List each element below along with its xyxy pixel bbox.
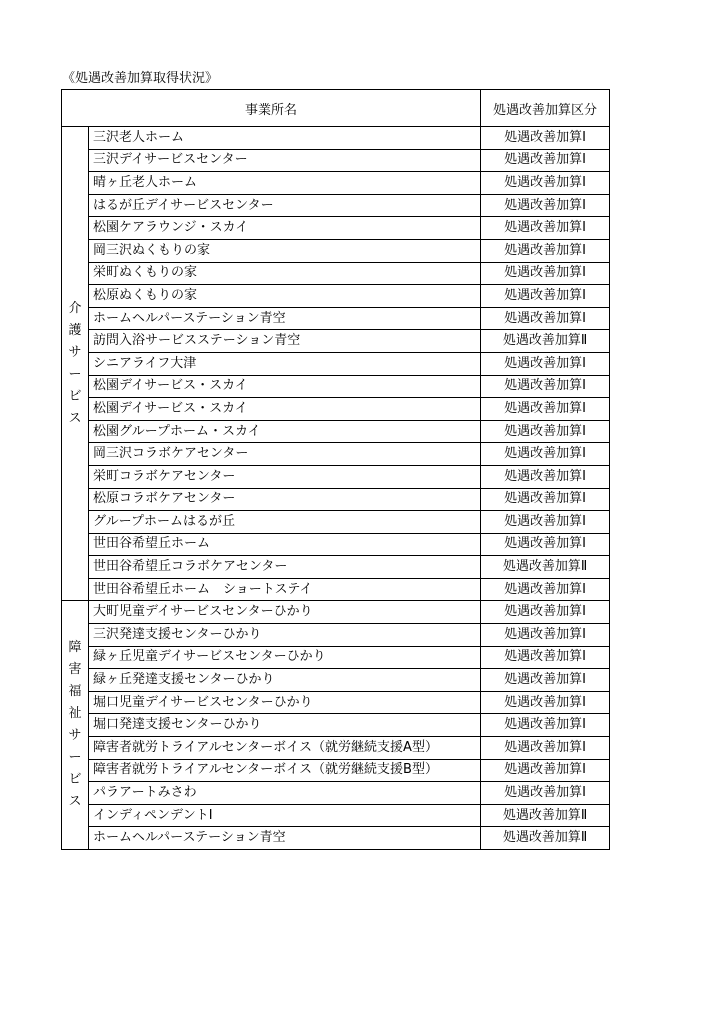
table-row: [62, 127, 610, 150]
improvement-tier-cell: 処遇改善加算Ⅰ: [481, 127, 610, 150]
table-row: [62, 533, 610, 556]
table-row: [62, 714, 610, 737]
table-row: [62, 669, 610, 692]
facility-name-cell: 岡三沢ぬくもりの家: [89, 239, 481, 262]
facility-name-cell: 世田谷希望丘ホーム ショートステイ: [89, 578, 481, 601]
facility-name-cell: 松園グループホーム・スカイ: [89, 420, 481, 443]
improvement-tier-cell: 処遇改善加算Ⅰ: [481, 217, 610, 240]
improvement-tier-cell: 処遇改善加算Ⅰ: [481, 737, 610, 760]
table-row: [62, 307, 610, 330]
facility-name-cell: 障害者就労トライアルセンターボイス（就労継続支援B型）: [89, 759, 481, 782]
improvement-tier-cell: 処遇改善加算Ⅱ: [481, 804, 610, 827]
table-row: [62, 465, 610, 488]
service-category-cell: [62, 601, 89, 850]
improvement-status-table: [61, 89, 610, 850]
service-category-label: 障 害 福 祉 サ ー ビ ス: [68, 640, 82, 810]
facility-name-cell: 栄町コラボケアセンター: [89, 465, 481, 488]
table-header-row: [62, 90, 610, 127]
improvement-tier-cell: 処遇改善加算Ⅰ: [481, 239, 610, 262]
facility-name-cell: 晴ヶ丘老人ホーム: [89, 172, 481, 195]
improvement-tier-cell: 処遇改善加算Ⅰ: [481, 443, 610, 466]
table-row: [62, 285, 610, 308]
table-row: [62, 194, 610, 217]
facility-name-cell: パラアートみさわ: [89, 782, 481, 805]
improvement-tier-cell: 処遇改善加算Ⅰ: [481, 511, 610, 534]
table-row: [62, 601, 610, 624]
facility-name-cell: 栄町ぬくもりの家: [89, 262, 481, 285]
improvement-tier-cell: 処遇改善加算Ⅰ: [481, 578, 610, 601]
improvement-tier-cell: 処遇改善加算Ⅰ: [481, 759, 610, 782]
improvement-tier-cell: 処遇改善加算Ⅰ: [481, 714, 610, 737]
table-row: [62, 239, 610, 262]
improvement-tier-cell: 処遇改善加算Ⅰ: [481, 669, 610, 692]
facility-name-cell: 三沢発達支援センターひかり: [89, 624, 481, 647]
improvement-tier-cell: 処遇改善加算Ⅰ: [481, 375, 610, 398]
service-category-cell: [62, 127, 89, 601]
improvement-tier-cell: 処遇改善加算Ⅰ: [481, 262, 610, 285]
facility-name-cell: 松原コラボケアセンター: [89, 488, 481, 511]
facility-name-cell: はるが丘デイサービスセンター: [89, 194, 481, 217]
table-row: [62, 420, 610, 443]
facility-name-cell: グループホームはるが丘: [89, 511, 481, 534]
facility-name-cell: 緑ヶ丘児童デイサービスセンターひかり: [89, 646, 481, 669]
improvement-tier-cell: 処遇改善加算Ⅰ: [481, 646, 610, 669]
facility-name-cell: 三沢老人ホーム: [89, 127, 481, 150]
table-row: [62, 262, 610, 285]
table-row: [62, 827, 610, 850]
table-row: [62, 691, 610, 714]
improvement-tier-cell: 処遇改善加算Ⅰ: [481, 488, 610, 511]
facility-name-cell: 松園デイサービス・スカイ: [89, 398, 481, 421]
improvement-tier-cell: 処遇改善加算Ⅰ: [481, 398, 610, 421]
table-row: [62, 352, 610, 375]
table-row: [62, 759, 610, 782]
improvement-tier-cell: 処遇改善加算Ⅰ: [481, 533, 610, 556]
improvement-tier-cell: 処遇改善加算Ⅰ: [481, 352, 610, 375]
facility-name-cell: 松園ケアラウンジ・スカイ: [89, 217, 481, 240]
facility-name-cell: 岡三沢コラボケアセンター: [89, 443, 481, 466]
tier-header: 処遇改善加算区分: [481, 90, 610, 127]
improvement-tier-cell: 処遇改善加算Ⅰ: [481, 172, 610, 195]
table-row: [62, 375, 610, 398]
improvement-tier-cell: 処遇改善加算Ⅱ: [481, 556, 610, 579]
improvement-tier-cell: 処遇改善加算Ⅰ: [481, 691, 610, 714]
facility-name-cell: 松園デイサービス・スカイ: [89, 375, 481, 398]
table-row: [62, 782, 610, 805]
table-row: [62, 804, 610, 827]
improvement-tier-cell: 処遇改善加算Ⅱ: [481, 330, 610, 353]
facility-name-cell: 堀口児童デイサービスセンターひかり: [89, 691, 481, 714]
facility-name-cell: 世田谷希望丘ホーム: [89, 533, 481, 556]
improvement-tier-cell: 処遇改善加算Ⅰ: [481, 601, 610, 624]
improvement-tier-cell: 処遇改善加算Ⅰ: [481, 149, 610, 172]
table-row: [62, 149, 610, 172]
table-row: [62, 217, 610, 240]
facility-name-cell: 大町児童デイサービスセンターひかり: [89, 601, 481, 624]
facility-name-cell: 堀口発達支援センターひかり: [89, 714, 481, 737]
table-row: [62, 330, 610, 353]
improvement-tier-cell: 処遇改善加算Ⅰ: [481, 782, 610, 805]
table-row: [62, 511, 610, 534]
facility-name-header: 事業所名: [62, 90, 481, 127]
facility-name-cell: インディペンデントⅠ: [89, 804, 481, 827]
improvement-tier-cell: 処遇改善加算Ⅱ: [481, 827, 610, 850]
table-row: [62, 578, 610, 601]
improvement-tier-cell: 処遇改善加算Ⅰ: [481, 194, 610, 217]
facility-name-cell: 訪問入浴サービスステーション青空: [89, 330, 481, 353]
table-row: [62, 172, 610, 195]
facility-name-cell: 世田谷希望丘コラボケアセンター: [89, 556, 481, 579]
improvement-tier-cell: 処遇改善加算Ⅰ: [481, 624, 610, 647]
table-row: [62, 646, 610, 669]
table-row: [62, 398, 610, 421]
document-title: 《処遇改善加算取得状況》: [62, 71, 219, 86]
improvement-tier-cell: 処遇改善加算Ⅰ: [481, 420, 610, 443]
table-row: [62, 624, 610, 647]
service-category-label: 介 護 サ ー ビ ス: [68, 300, 82, 426]
improvement-tier-cell: 処遇改善加算Ⅰ: [481, 465, 610, 488]
table-row: [62, 737, 610, 760]
facility-name-cell: 松原ぬくもりの家: [89, 285, 481, 308]
table-body: [62, 127, 610, 850]
table-row: [62, 488, 610, 511]
facility-name-cell: ホームヘルパーステーション青空: [89, 827, 481, 850]
improvement-tier-cell: 処遇改善加算Ⅰ: [481, 307, 610, 330]
facility-name-cell: シニアライフ大津: [89, 352, 481, 375]
table-row: [62, 556, 610, 579]
improvement-tier-cell: 処遇改善加算Ⅰ: [481, 285, 610, 308]
facility-name-cell: 緑ヶ丘発達支援センターひかり: [89, 669, 481, 692]
facility-name-cell: 障害者就労トライアルセンターボイス（就労継続支援A型）: [89, 737, 481, 760]
facility-name-cell: 三沢デイサービスセンター: [89, 149, 481, 172]
facility-name-cell: ホームヘルパーステーション青空: [89, 307, 481, 330]
table-row: [62, 443, 610, 466]
